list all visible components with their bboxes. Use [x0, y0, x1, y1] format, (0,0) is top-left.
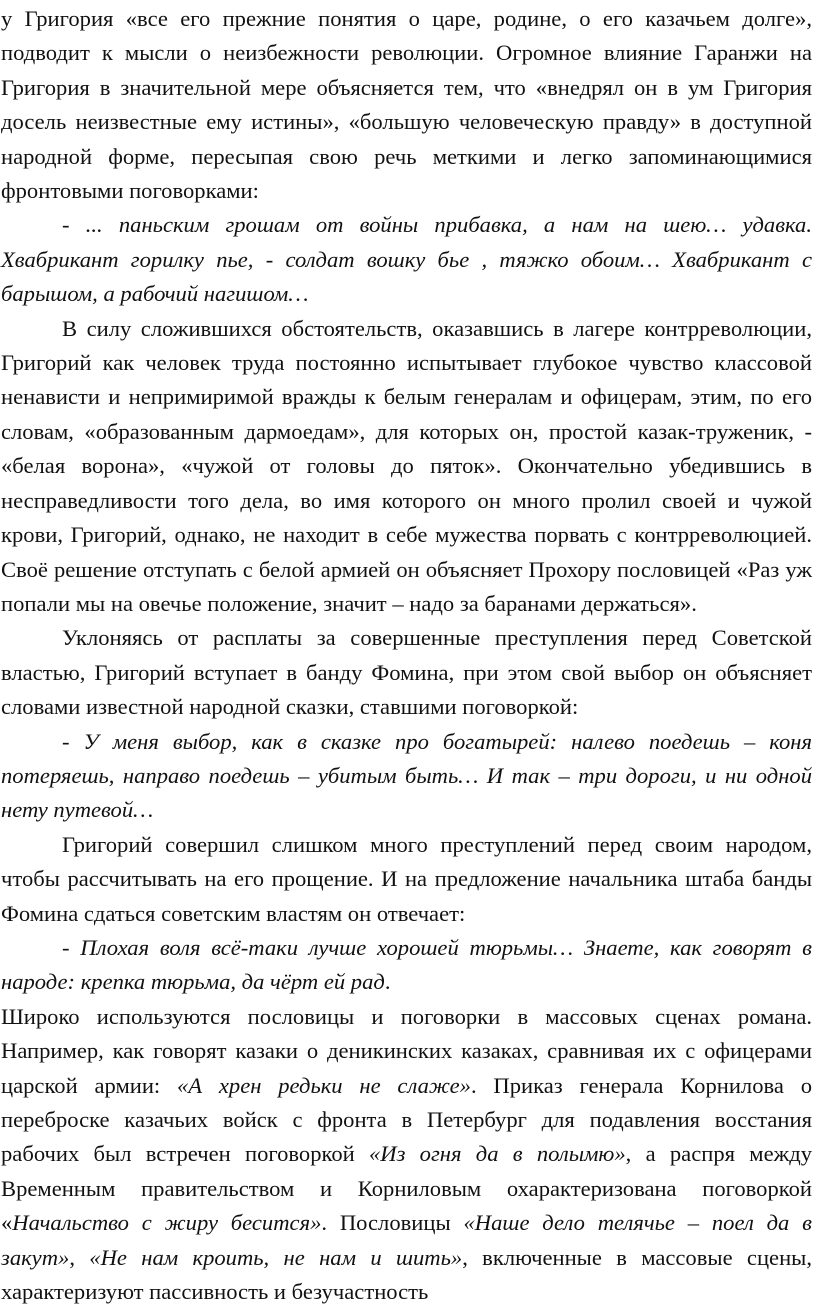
proverb-italic: «Наше дело телячье – поел да в закут»: [1, 1210, 812, 1270]
text-segment: , включенные в массовые сцены, характеризуют пассивность и безучастность: [1, 1244, 812, 1305]
proverb-italic: Начальство с жиру бесится»: [12, 1210, 322, 1236]
quote-front-sayings: [1, 208, 812, 311]
proverb-italic: «А хрен редьки не слаже»: [177, 1072, 471, 1098]
proverb-italic: «Не нам кроить, не нам и шить»: [89, 1244, 463, 1270]
text-segment: , а распря между Временным правительством и Корниловым охарактеризована поговоркой «: [1, 1141, 813, 1236]
paragraph-mass-scenes: [1, 1000, 812, 1309]
paragraph-counterrevolution: В силу сложившихся обстоятельств, оказавшись в лагере контрреволюции, Григорий как человек труда постоянно испытывает глубокое чувство классовой ненависти и непримиримой вражды к белым генералам и офицерам, этим, по его словам, «образованным дармоедам», для которых он, простой казак-труженик, - «белая ворона», «чужой от головы до пяток». Окончательно убедившись в несправедливости того дела, во имя которого он много пролил своей и чужой крови, Григорий, однако, не находит в себе мужества порвать с контрреволюцией. Своё решение отступать с белой армией он объясняет Прохору пословицей «Раз уж попали мы на овечье положение, значит – надо за баранами держаться».: [1, 315, 812, 616]
paragraph-garanzha-influence: у Григория «все его прежние понятия о царе, родине, о его казачьем долге», подводит к мысли о неизбежности революции. Огромное влияние Гаранжи на Григория в значительной мере объясняется тем, что «внедрял он в ум Григория досель неизвестные ему истины», «большую человеческую правду» в доступной народной форме, пересыпая свою речь меткими и легко запоминающимися фронтовыми поговорками:: [1, 6, 812, 204]
text-segment: . Пословицы: [321, 1210, 464, 1236]
text-segment: . Приказ генерала Корнилова о переброске казачьих войск с фронта в Петербург для подавления восстания рабочих был встречен поговоркой: [1, 1072, 813, 1167]
quote-dash: -: [62, 934, 81, 960]
text-segment: ,: [69, 1244, 90, 1270]
quote-text: Плохая воля всё-таки лучше хорошей тюрьмы… Знаете, как говорят в народе: крепка тюрьма, да чёрт ей рад: [1, 934, 812, 995]
paragraph-no-forgiveness: Григорий совершил слишком много преступлений перед своим народом, чтобы рассчитывать на его прощение. И на предложение начальника штаба банды Фомина сдаться советским властям он отвечает:: [1, 831, 812, 926]
proverb-italic: «Из огня да в полымю»: [368, 1141, 626, 1167]
quote-text: У меня выбор, как в сказке про богатырей: налево поедешь – коня потеряешь, направо поедешь – убитым быть… И так – три дороги, и ни одной нету путевой…: [1, 728, 812, 823]
quote-dash: -: [62, 728, 84, 754]
paragraph-fomin-band: Уклоняясь от расплаты за совершенные преступления перед Советской властью, Григорий вступает в банду Фомина, при этом свой выбор он объясняет словами известной народной сказки, ставшими поговоркой:: [1, 625, 812, 720]
quote-end: .: [384, 969, 391, 995]
text-segment: Широко используются пословицы и поговорки в массовых сценах романа. Например, как говорят казаки о деникинских казаках, сравнивая их с офицерами царской армии:: [1, 1003, 812, 1098]
quote-fairy-tale-choice: [1, 725, 812, 828]
quote-prison: [1, 931, 812, 1000]
quote-dash: -: [62, 212, 86, 238]
quote-text: ... паньским грошам от войны прибавка, а нам на шею… удавка. Хвабрикант горилку пье, - солдат вошку бье , тяжко обоим… Хвабрикант с барышом, а рабочий нагишом…: [1, 212, 812, 307]
